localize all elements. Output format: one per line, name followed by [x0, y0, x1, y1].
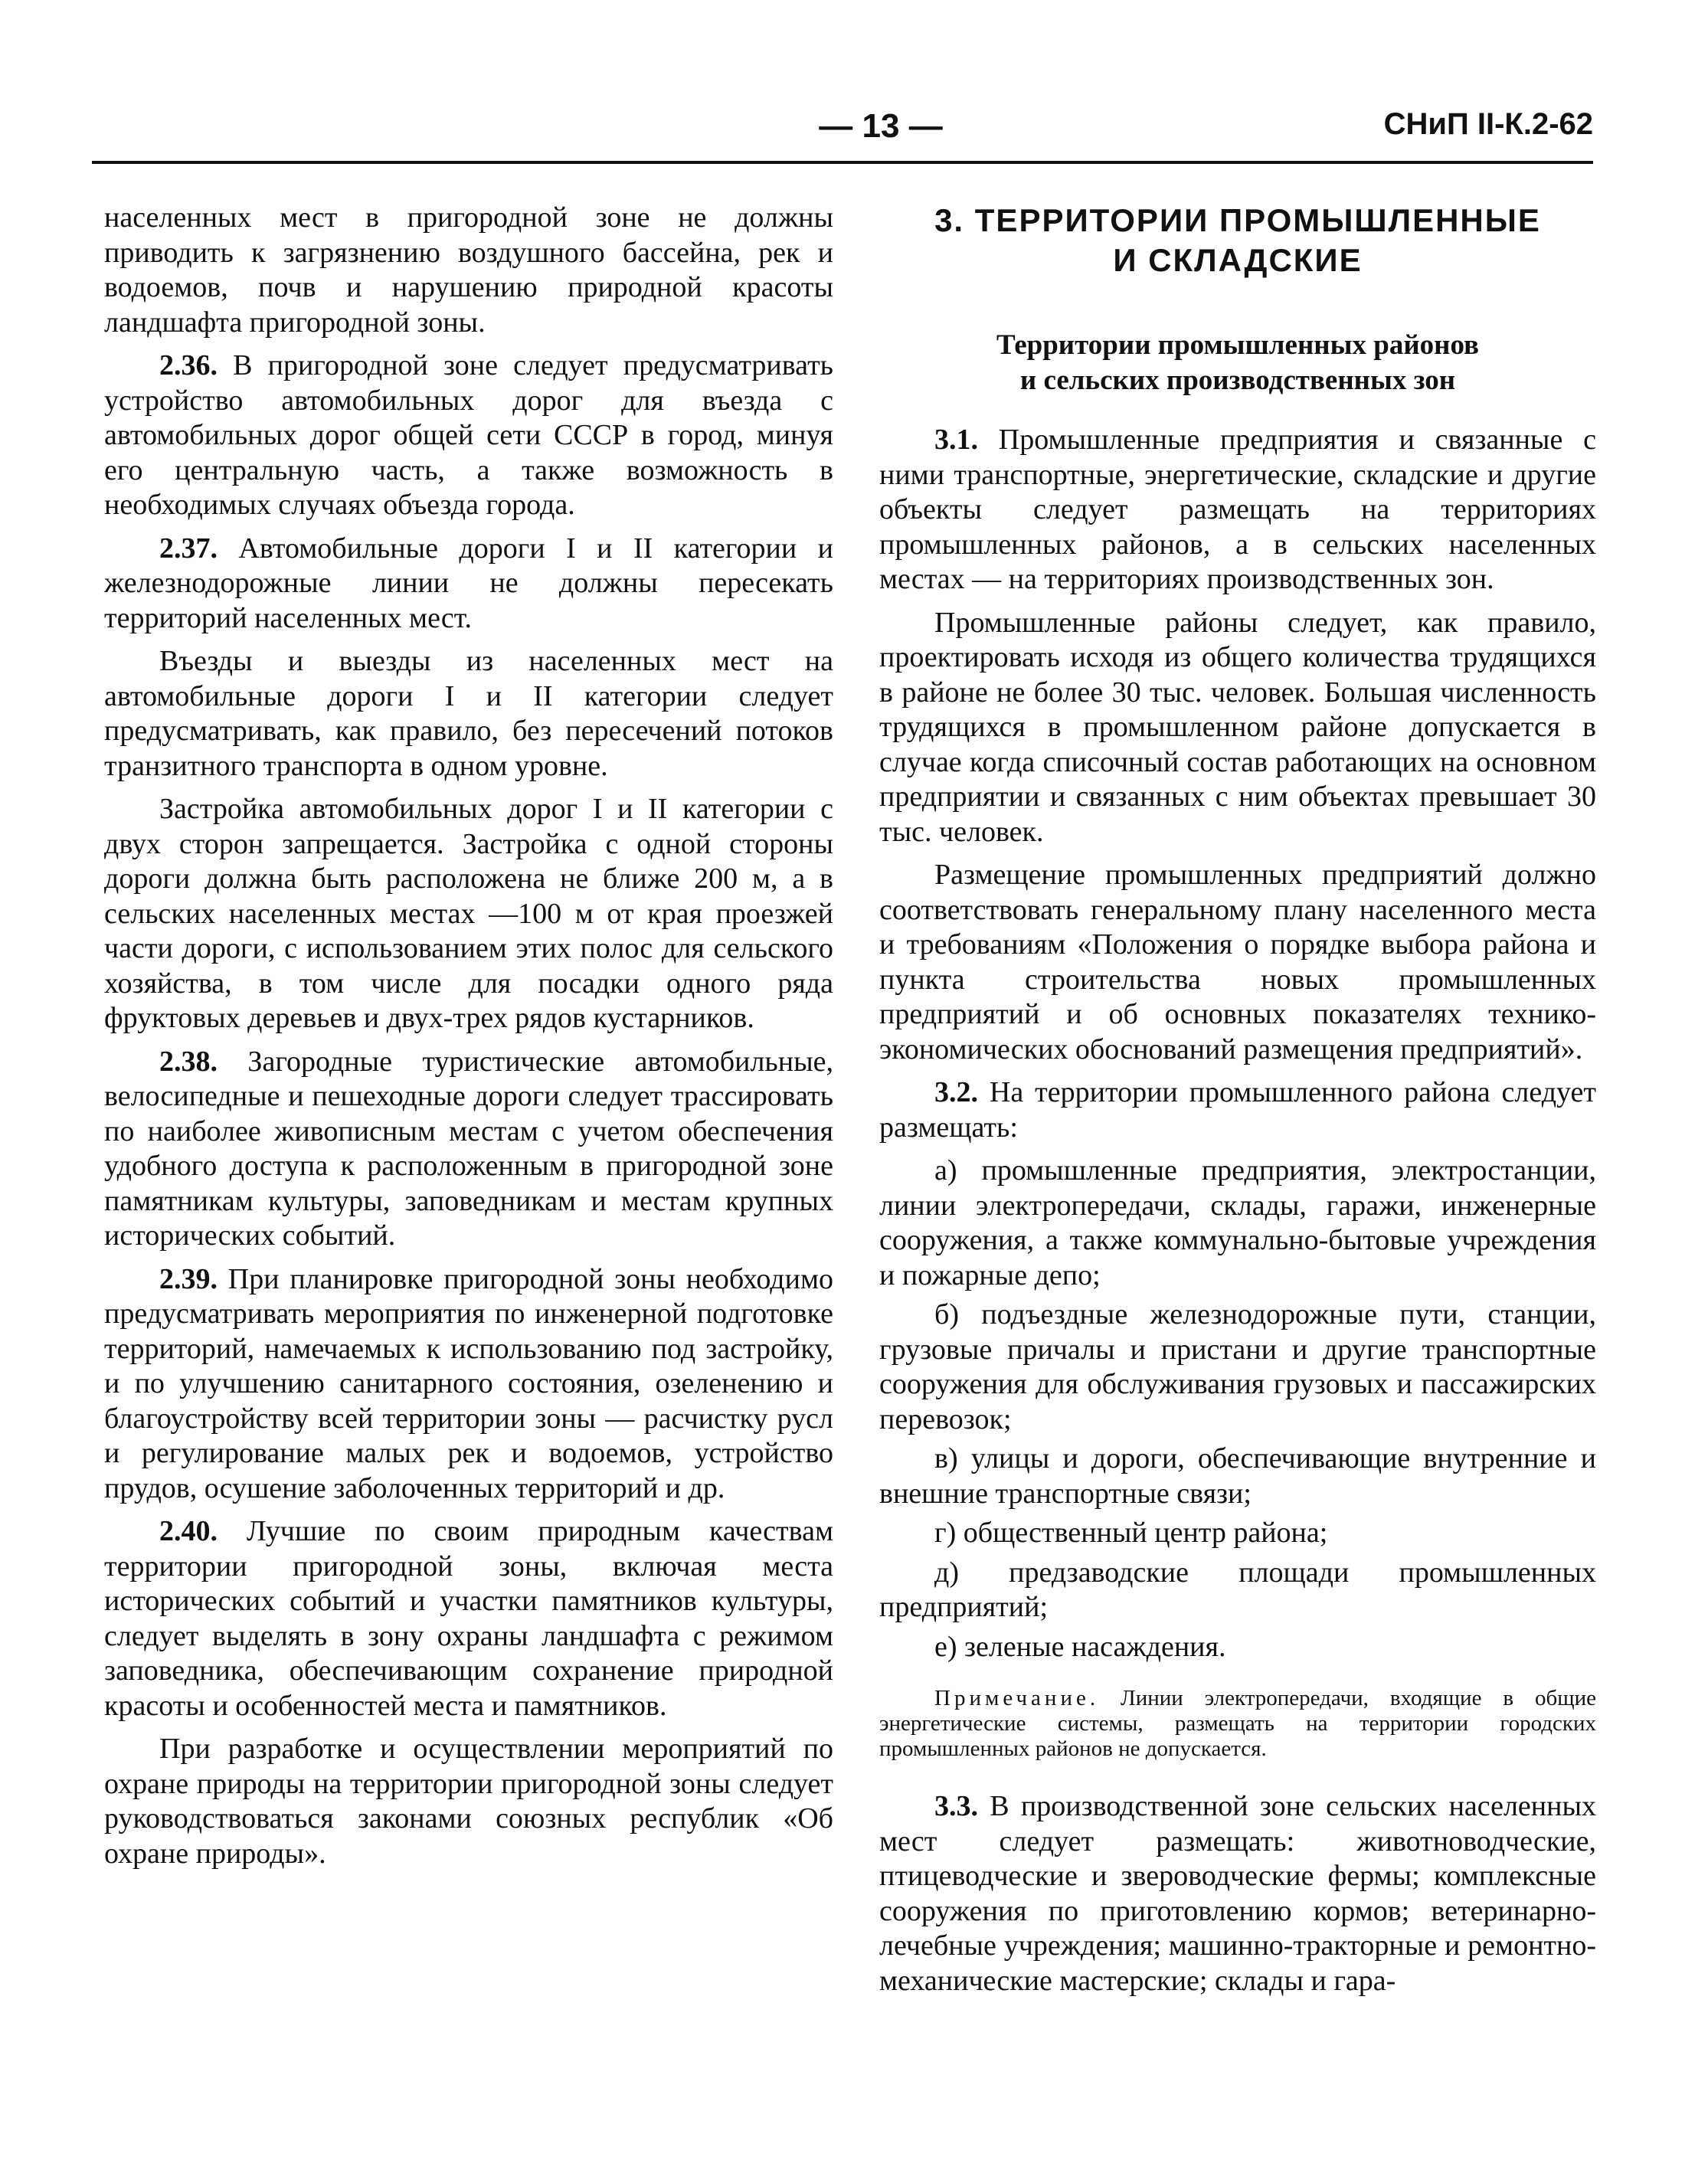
note-text: Линии электропередачи, входящие в общие энергетические системы, размещать на территории городских промышленных районов не допускается. — [879, 1686, 1596, 1761]
clause-3-1: 3.1. Промышленные предприятия и связанные с ними транспортные, энергетические, складские и другие объекты следует размещать на территориях промышленных районов, а в сельских населенных местах — на территориях производственных зон. — [879, 424, 1596, 595]
paragraph: Промышленные районы следует, как правило, проектировать исходя из общего количества трудящихся в районе не более 30 тыс. человек. Большая численность трудящихся в промышленном районе допускается в случае когда списочный состав работающих на основном предприятии и связанных с ним объектах превышает 30 тыс. человек. — [879, 606, 1596, 848]
clause-2-38: 2.38. Загородные туристические автомобильные, велосипедные и пешеходные дороги следует трассировать по наиболее живописным местам с учетом обеспечения удобного доступа к расположенным в пригородной зоне памятникам культуры, заповедникам и местам крупных исторических событий. — [104, 1045, 833, 1252]
clause-number: 2.36. — [159, 349, 218, 381]
clause-number: 3.1. — [934, 424, 978, 456]
clause-3-3: 3.3. В производственной зоне сельских населенных мест следует размещать: животноводческие, птицеводческие и звероводческие фермы; комплексные сооружения по приготовлению кормов; ветеринарно-лечебные учреждения; машинно-тракторные и ремонтно-механические мастерские; склады и гара- — [879, 1790, 1596, 1997]
clause-number: 2.39. — [159, 1262, 218, 1295]
note-label: Примечание. — [934, 1686, 1100, 1710]
chapter-title: 3. ТЕРРИТОРИИ ПРОМЫШЛЕННЫЕ И СКЛАДСКИЕ — [934, 202, 1541, 278]
paragraph: населенных мест в пригородной зоне не должны приводить к загрязнению воздушного бассейна, рек и водоемов, почв и нарушению природной красоты ландшафта пригородной зоны. — [104, 201, 833, 339]
right-column — [879, 201, 1596, 2007]
list-item: е) зеленые насаждения. — [934, 1630, 1226, 1663]
header-rule — [92, 161, 1593, 164]
page-header — [92, 107, 1593, 169]
clause-2-40: 2.40. Лучшие по своим природным качествам территории пригородной зоны, включая места исторических событий и участки памятников культуры, следует выделять в зону охраны ландшафта с режимом заповедника, обеспечивающим сохранение природной красоты и особенностей места и памятников. — [104, 1515, 833, 1722]
list-item: а) промышленные предприятия, электростанции, линии электропередачи, склады, гаражи, инженерные сооружения, а также коммунально-бытовые учреждения и пожарные депо; — [879, 1154, 1596, 1291]
clause-number: 3.3. — [934, 1790, 978, 1822]
clause-2-36: 2.36. В пригородной зоне следует предусматривать устройство автомобильных дорог для въезда с автомобильных дорог общей сети СССР в город, минуя его центральную часть, а также возможность в необходимых случаях объезда города. — [104, 349, 833, 521]
list-item: г) общественный центр района; — [934, 1517, 1328, 1549]
note — [879, 1686, 1596, 1762]
paragraph: При разработке и осуществлении мероприятий по охране природы на территории пригородной зоны следует руководствоваться законами союзных республик «Об охране природы». — [104, 1733, 833, 1870]
clause-2-37: 2.37. Автомобильные дороги I и II категории и железнодорожные линии не должны пересекать территорий населенных мест. — [104, 532, 833, 634]
paragraph: Размещение промышленных предприятий должно соответствовать генеральному плану населенного места и требованиям «Положения о порядке выбора района и пункта строительства новых промышленных предприятий и об основных показателях технико-экономических обоснований размещения предприятий». — [879, 859, 1596, 1065]
clause-number: 3.2. — [934, 1076, 978, 1108]
paragraph: Въезды и выезды из населенных мест на автомобильные дороги I и II категории следует предусматривать, как правило, без пересечений потоков транзитного транспорта в одном уровне. — [104, 645, 833, 782]
clause-2-39: 2.39. При планировке пригородной зоны необходимо предусматривать мероприятия по инженерной подготовке территорий, намечаемых к использованию под застройку, и по улучшению санитарного состояния, озеленению и благоустройству всей территории зоны — расчистку русл и регулирование малых рек и водоемов, устройство прудов, осушение заболоченных территорий и др. — [104, 1262, 833, 1504]
list-item: д) предзаводские площади промышленных предприятий; — [879, 1556, 1596, 1623]
clause-3-2: 3.2. На территории промышленного района следует размещать: — [879, 1076, 1596, 1144]
paragraph: Застройка автомобильных дорог I и II категории с двух сторон запрещается. Застройка с одной стороны дороги должна быть расположена не ближе 200 м, а в сельских населенных местах —100 м от края проезжей части дороги, с использованием этих полос для сельского хозяйства, в том числе для посадки одного ряда фруктовых деревьев и двух-трех рядов кустарников. — [104, 793, 833, 1034]
section-title: Территории промышленных районов и сельских производственных зон — [996, 329, 1480, 396]
clause-number: 2.40. — [159, 1515, 218, 1547]
clause-number: 2.37. — [159, 532, 218, 565]
list-item: б) подъездные железнодорожные пути, станции, грузовые причалы и пристани и другие транспортные сооружения для обслуживания грузовых и пассажирских перевозок; — [879, 1298, 1596, 1435]
left-column — [104, 201, 833, 1880]
clause-number: 2.38. — [159, 1045, 218, 1078]
page-number: — 13 — — [819, 107, 943, 145]
list-item: в) улицы и дороги, обеспечивающие внутренние и внешние транспортные связи; — [879, 1442, 1596, 1510]
document-code: СНиП II-К.2-62 — [1383, 107, 1593, 141]
